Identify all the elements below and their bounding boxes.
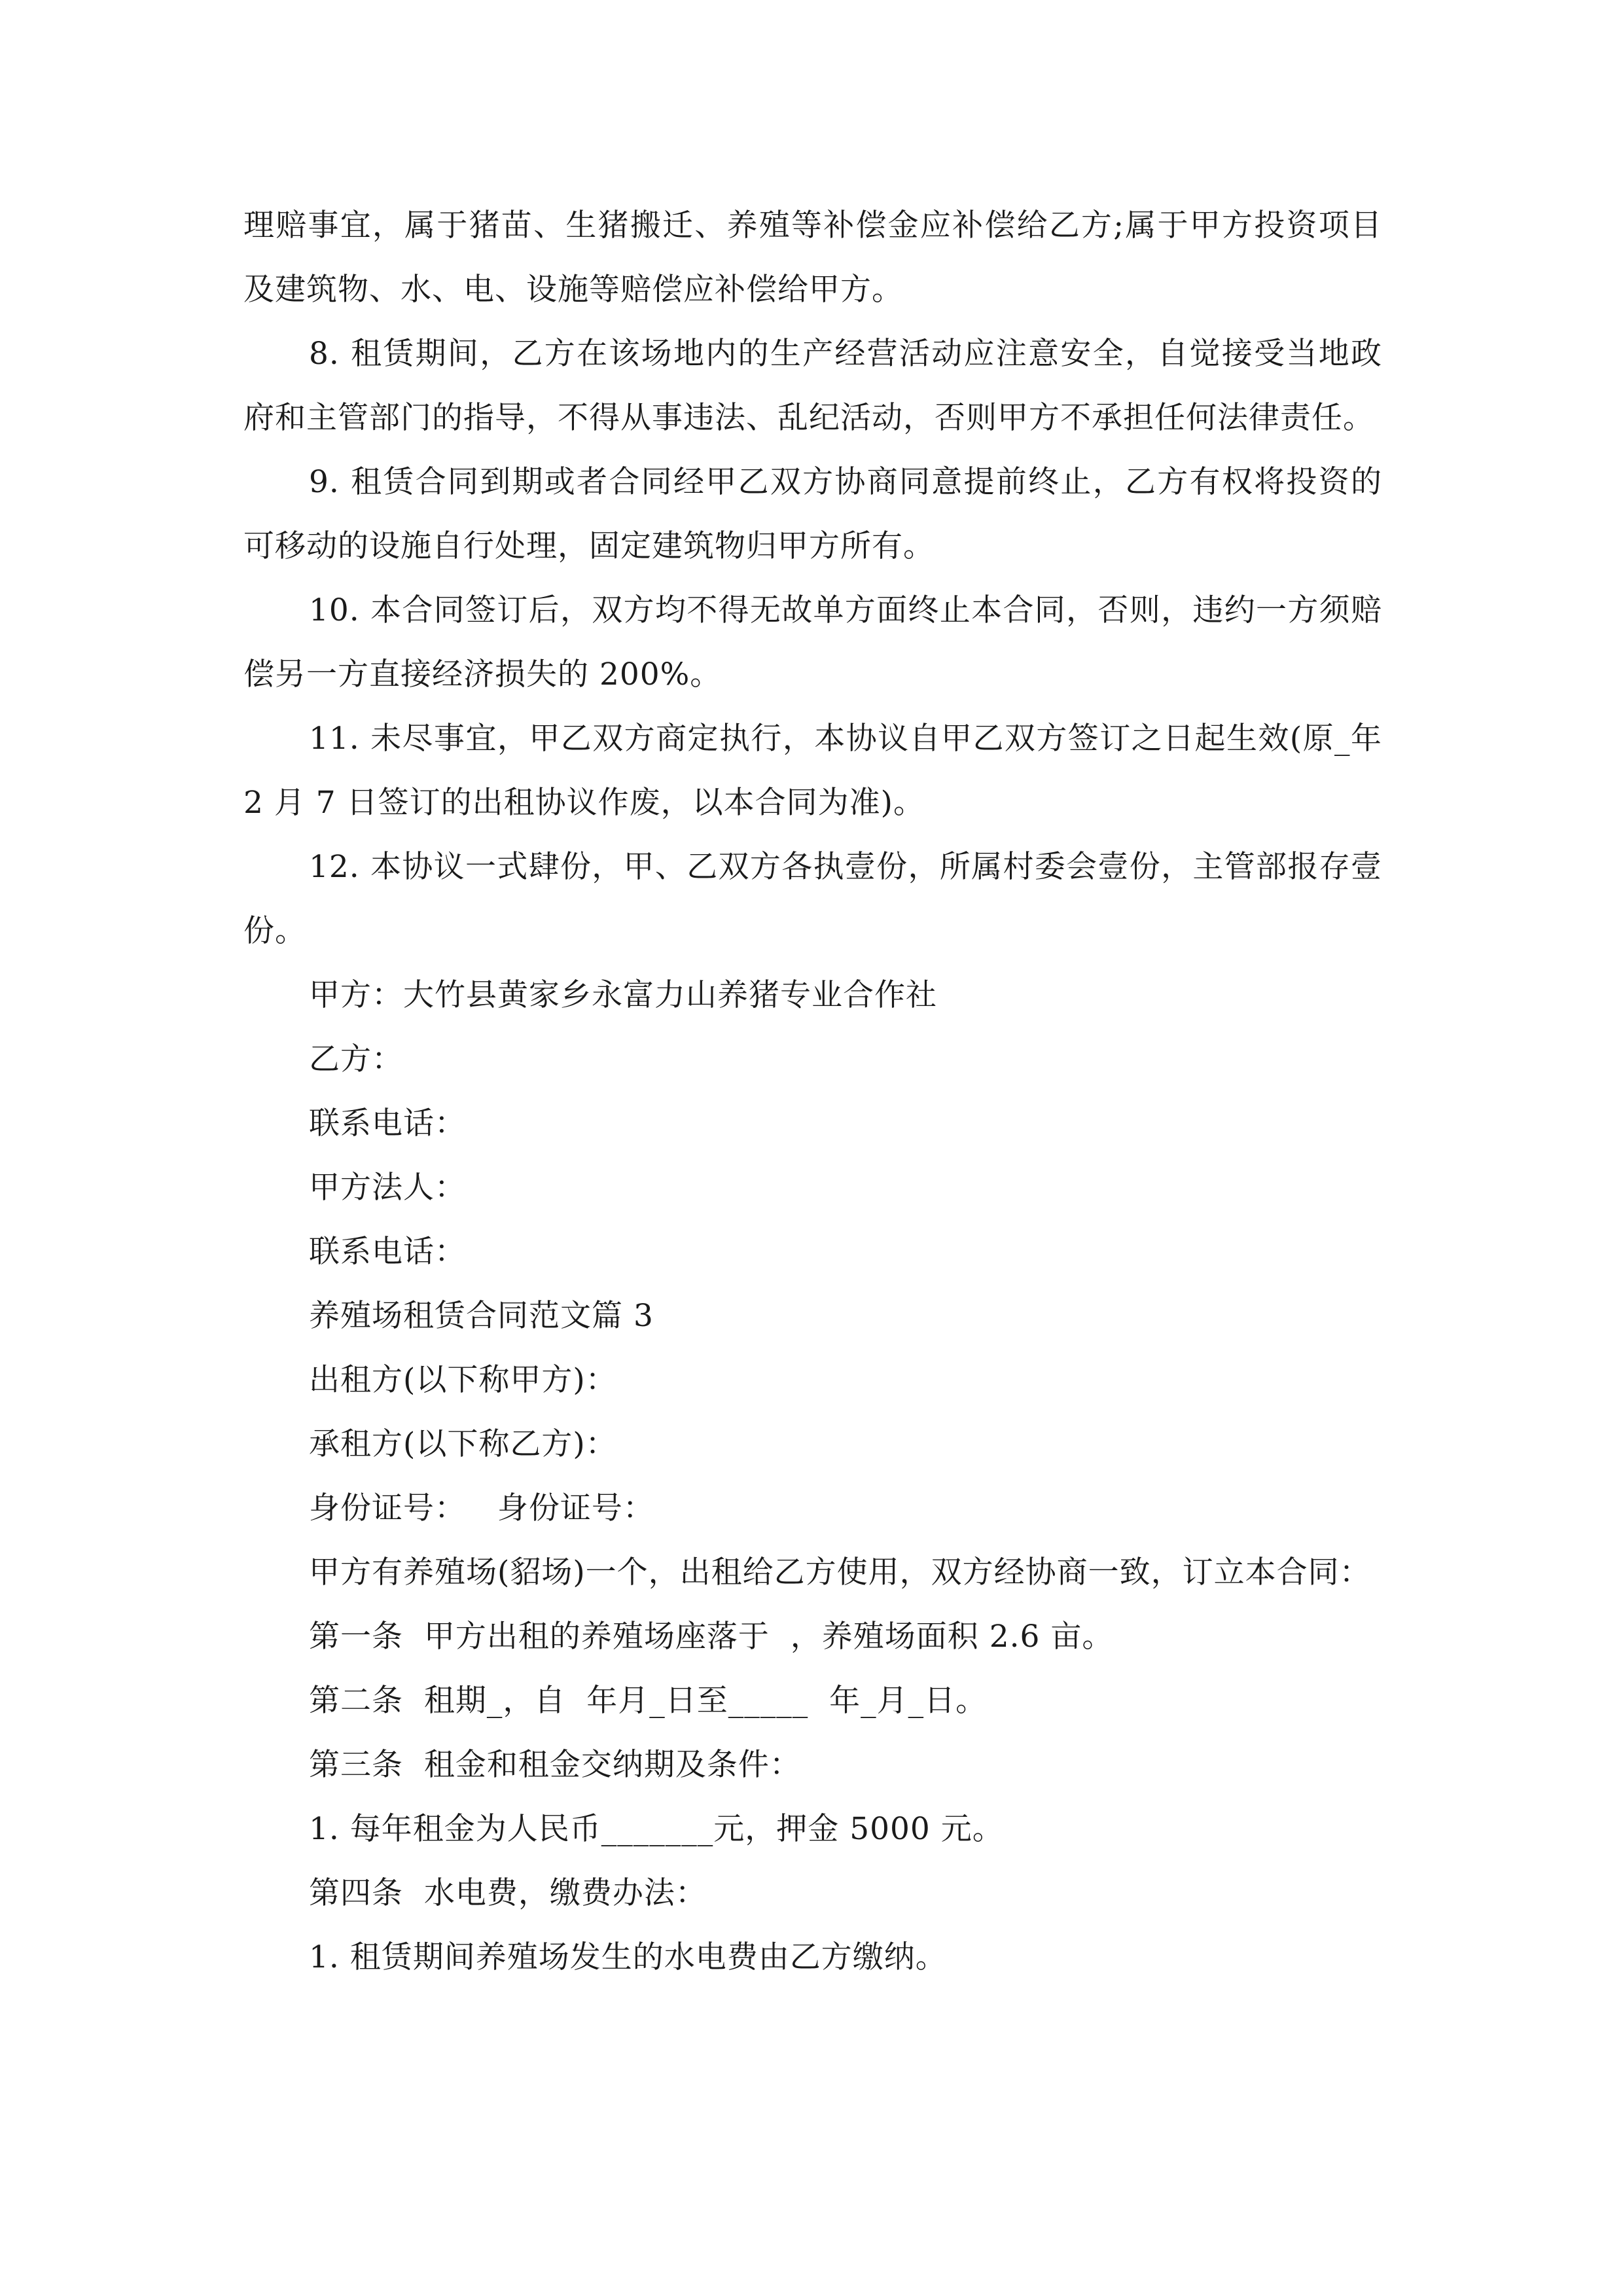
clause-11: 11. 未尽事宜，甲乙双方商定执行，本协议自甲乙双方签订之日起生效(原_年 2 月 7 日签订的出租协议作废，以本合同为准)。 [243, 721, 1393, 821]
clause-8: 8. 租赁期间，乙方在该场地内的生产经营活动应注意安全，自觉接受当地政府和主管部门的指导，不得从事违法、乱纪活动，否则甲方不承担任何法律责任。 [243, 336, 1382, 436]
lessor-label: 出租方(以下称甲方)： [309, 1362, 617, 1398]
clause-10: 10. 本合同签订后，双方均不得无故单方面终止本合同，否则，违约一方须赔偿另一方直接经济损失的 200%。 [243, 592, 1382, 692]
article-4-item-1: 1. 租赁期间养殖场发生的水电费由乙方缴纳。 [309, 1939, 947, 1975]
article-4: 第四条 水电费，缴费办法： [309, 1875, 707, 1911]
clause-9: 9. 租赁合同到期或者合同经甲乙双方协商同意提前终止，乙方有权将投资的可移动的设施自行处理，固定建筑物归甲方所有。 [243, 464, 1382, 564]
contract-body [243, 194, 1393, 1990]
contact-phone-label: 联系电话： [309, 1105, 466, 1141]
lessee-label: 承租方(以下称乙方)： [309, 1426, 617, 1462]
party-a-legal-person-label: 甲方法人： [309, 1170, 466, 1206]
section-heading: 养殖场租赁合同范文篇 3 [309, 1298, 654, 1334]
party-a-name: 甲方：大竹县黄家乡永富力山养猪专业合作社 [309, 977, 937, 1013]
article-3: 第三条 租金和租金交纳期及条件： [309, 1747, 801, 1783]
article-1: 第一条 甲方出租的养殖场座落于 ，养殖场面积 2.6 亩。 [309, 1619, 1114, 1655]
id-number-labels: 身份证号： 身份证号： [309, 1490, 654, 1526]
party-b-label: 乙方： [309, 1041, 403, 1077]
article-3-item-1: 1. 每年租金为人民币_______元，押金 5000 元。 [309, 1811, 1004, 1847]
article-2: 第二条 租期_，自 年月_日至_____ 年_月_日。 [309, 1683, 988, 1719]
paragraph-compensation: 理赔事宜，属于猪苗、生猪搬迁、养殖等补偿金应补偿给乙方;属于甲方投资项目及建筑物、水、电、设施等赔偿应补偿给甲方。 [243, 207, 1382, 308]
contact-phone-label-2: 联系电话： [309, 1234, 466, 1270]
contract-intro: 甲方有养殖场(貂场)一个，出租给乙方使用，双方经协商一致，订立本合同： [309, 1554, 1371, 1590]
clause-12: 12. 本协议一式肆份，甲、乙双方各执壹份，所属村委会壹份，主管部报存壹份。 [243, 849, 1382, 949]
